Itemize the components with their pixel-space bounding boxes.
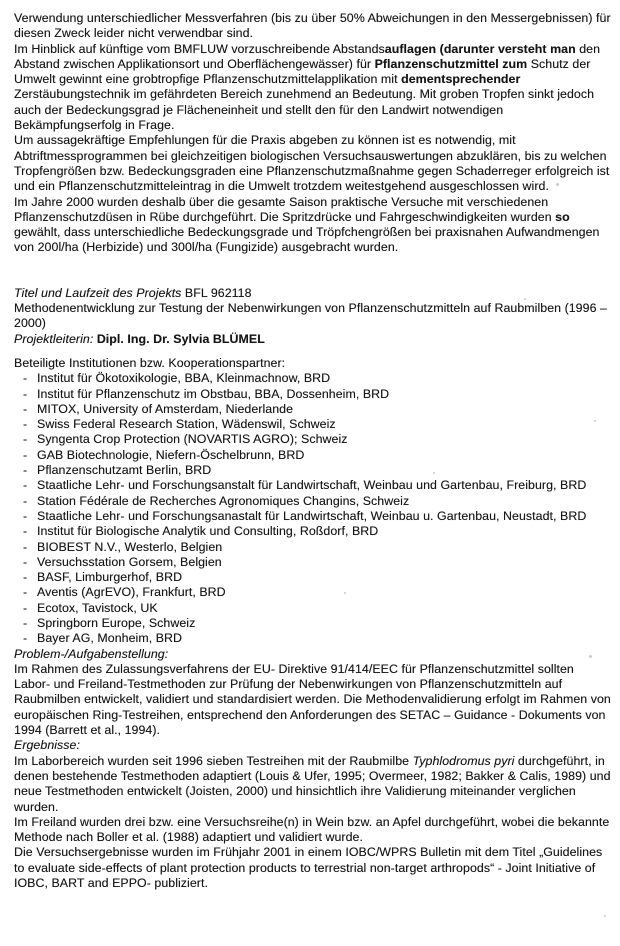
bullet-dash: - <box>23 478 28 493</box>
scan-speck <box>556 183 559 186</box>
bullet-text <box>37 387 612 402</box>
bullet-text <box>37 524 612 539</box>
bullet-dash: - <box>23 401 28 416</box>
bullet-text <box>37 494 612 509</box>
list-item <box>14 555 612 570</box>
project-leader <box>14 332 612 347</box>
text-segment: Springborn Europe, Schweiz <box>37 615 196 630</box>
list-item <box>14 601 612 616</box>
list-item <box>14 417 612 432</box>
bullet-dash: - <box>23 447 28 462</box>
bullet-text <box>37 417 612 432</box>
project-title-line <box>14 286 612 301</box>
bullet-dash: - <box>23 493 28 508</box>
paragraph <box>14 133 612 194</box>
bullet-text <box>37 448 612 463</box>
bullet-text <box>37 509 612 524</box>
project-name <box>14 301 612 332</box>
bullet-text <box>37 631 612 646</box>
bullet-text <box>37 540 612 555</box>
text-segment: Im Rahmen des Zulassungsverfahrens der EU- Direktive 91/414/EEC für Pflanzenschutzmittel sollten Labor- und Freiland-Testmethoden zur Prüfung der Nebenwirkungen von Pflanzenschutzmitteln auf Raubmilben entwickelt, validiert und standardisiert werden. Die Methodenvalidierung erfolgt im Rahmen von europäischen Ring-Testreihen, entsprechend den Anforderungen des SETAC – Guidance - Dokuments von 1994 (Barrett et al., 1994). <box>14 661 611 738</box>
bullet-dash: - <box>23 432 28 447</box>
list-item <box>14 432 612 447</box>
scan-speck <box>589 655 592 658</box>
bullet-dash: - <box>23 417 28 432</box>
bullet-text <box>37 555 612 570</box>
text-segment: Bayer AG, Monheim, BRD <box>37 631 183 646</box>
bullet-dash: - <box>23 600 28 615</box>
text-segment: Ergebnisse: <box>14 738 80 753</box>
bullet-text <box>37 585 612 600</box>
list-item <box>14 524 612 539</box>
vertical-spacer <box>14 347 612 356</box>
scan-speck <box>604 915 606 917</box>
text-segment: Dipl. Ing. Dr. Sylvia BLÜMEL <box>96 331 265 346</box>
paragraph <box>14 42 612 134</box>
bullet-dash: - <box>23 554 28 569</box>
text-segment: so <box>555 209 570 224</box>
text-segment: BIOBEST N.V., Westerlo, Belgien <box>37 539 223 554</box>
text-segment: Projektleiterin: <box>14 331 94 346</box>
vertical-spacer <box>14 256 612 286</box>
text-segment: Syngenta Crop Protection (NOVARTIS AGRO); Schweiz <box>37 432 348 447</box>
paragraph <box>14 754 612 815</box>
bullet-dash: - <box>23 631 28 646</box>
list-item <box>14 570 612 585</box>
text-segment: Schutz der Umwelt gewinnt eine grobtropfige Pflanzenschutzmittelapplikation mit <box>14 56 591 87</box>
list-item <box>14 371 612 386</box>
text-segment: Staatliche Lehr- und Forschungsanastalt für Landwirtschaft, Weinbau u. Gartenbau, Neustadt, BRD <box>37 508 587 523</box>
bullet-dash: - <box>23 371 28 386</box>
text-segment: Typhlodromus pyri <box>412 753 515 768</box>
text-segment: den Abstand zwischen Applikationsort und Oberflächengewässer) für <box>14 41 601 71</box>
text-segment: Ecotox, Tavistock, UK <box>37 600 158 615</box>
text-segment: Beteiligte Institutionen bzw. Kooperationspartner: <box>14 355 286 370</box>
text-segment: Problem-/Aufgabenstellung: <box>14 646 169 661</box>
text-segment: MITOX, University of Amsterdam, Niederlande <box>37 401 294 416</box>
text-segment: Versuchsstation Gorsem, Belgien <box>37 554 222 569</box>
text-segment: Station Fédérale de Recherches Agronomiques Changins, Schweiz <box>37 493 410 508</box>
list-item <box>14 448 612 463</box>
bullet-text <box>37 371 612 386</box>
bullet-dash: - <box>23 508 28 523</box>
bullet-text <box>37 432 612 447</box>
scan-speck <box>594 420 596 422</box>
text-segment: Um aussagekräftige Empfehlungen für die Praxis abgeben zu können ist es notwendig, mit Abtriftmessprogrammen bei gleichzeitigen biologischen Versuchsauswertungen abzuklären, bis zu welchen Tropfengrößen bzw. Bedeckungsgraden eine Pflanzenschutzmaßnahme gegen Schaderreger erfolgreich ist und ein Pflanzenschutzmitteleintrag in die Umwelt trotzdem weitestgehend ausgeschlossen wird. <box>14 133 610 194</box>
text-segment: Verwendung unterschiedlicher Messverfahren (bis zu über 50% Abweichungen in den Messergebnissen) für diesen Zweck leider nicht verwendbar sind. <box>14 11 611 41</box>
text-segment: Institut für Pflanzenschutz im Obstbau, BBA, Dossenheim, BRD <box>37 386 390 401</box>
paragraph <box>14 11 612 42</box>
paragraph <box>14 845 612 891</box>
bullet-dash: - <box>23 615 28 630</box>
text-segment: BFL 962118 <box>181 285 252 300</box>
bullet-dash: - <box>23 570 28 585</box>
bullet-dash: - <box>23 463 28 478</box>
paragraph <box>14 195 612 256</box>
text-segment: Die Versuchsergebnisse wurden im Frühjahr 2001 in einem IOBC/WPRS Bulletin mit dem Titel „Guidelines to evaluate side-effects of plant protection products to terrestrial non-target arthropods“ - Joint Initiative of IOBC, BART and EPPO- publiziert. <box>14 845 603 891</box>
scan-speck <box>524 298 526 300</box>
text-segment: Zerstäubungstechnik im gefährdeten Bereich zunehmend an Bedeutung. Mit groben Tropfen sinkt jedoch auch der Bedeckungsgrad je Flächeneinheit und stellt den für den Landwirt notwendigen Bekämpfungserfolg in Frage. <box>14 87 595 133</box>
bullet-dash: - <box>23 539 28 554</box>
scan-speck <box>433 472 435 474</box>
list-item <box>14 540 612 555</box>
text-segment: Im Hinblick auf künftige vom BMFLUW vorzuschreibende Abstands <box>14 41 385 56</box>
bullet-text <box>37 616 612 631</box>
scan-speck <box>344 592 346 594</box>
list-item <box>14 402 612 417</box>
text-segment: Im Freiland wurden drei bzw. eine Versuchsreihe(n) in Wein bzw. an Apfel durchgeführt, wobei die bekannte Methode nach Boller et al. (1988) adaptiert und validiert wurde. <box>14 814 610 845</box>
text-segment: Swiss Federal Research Station, Wädenswil, Schweiz <box>37 417 336 432</box>
text-segment: dementsprechender <box>401 72 521 87</box>
text-segment: Institut für Ökotoxikologie, BBA, Kleinmachnow, BRD <box>37 371 331 386</box>
list-item <box>14 585 612 600</box>
list-item <box>14 631 612 646</box>
partners-heading <box>14 356 612 371</box>
list-item <box>14 387 612 402</box>
text-segment: gewählt, dass unterschiedliche Bedeckungsgrade und Tröpfchengrößen bei praxisnahen Aufwandmengen von 200l/ha (Herbizide) und 300l/ha (Fungizide) ausgebracht wurden. <box>14 225 600 255</box>
list-item <box>14 494 612 509</box>
text-segment: Staatliche Lehr- und Forschungsanstalt für Landwirtschaft, Weinbau und Gartenbau, Freiburg, BRD <box>37 478 587 493</box>
text-segment: Pflanzenschutzamt Berlin, BRD <box>37 463 212 478</box>
results-heading <box>14 738 612 753</box>
list-item <box>14 478 612 493</box>
text-segment: GAB Biotechnologie, Niefern-Öschelbrunn, BRD <box>37 447 305 462</box>
text-segment: durchgeführt, in denen bestehende Testmethoden adaptiert (Louis & Ufer, 1995; Overmeer, 1982; Bakker & Calis, 1989) und neue Testmethoden entwickelt (Joisten, 2000) und hinsichtlich ihre Validierung miteinander verglichen wurden. <box>14 753 611 814</box>
text-segment: Methodenentwicklung zur Testung der Nebenwirkungen von Pflanzenschutzmitteln auf Raubmilben (1996 – 2000) <box>14 301 607 331</box>
list-item <box>14 509 612 524</box>
text-segment: BASF, Limburgerhof, BRD <box>37 570 183 585</box>
text-segment: Aventis (AgrEVO), Frankfurt, BRD <box>37 585 226 600</box>
text-segment: Pflanzenschutzmittel zum <box>374 56 528 71</box>
text-segment: Im Jahre 2000 wurden deshalb über die gesamte Saison praktische Versuche mit verschiedenen Pflanzenschutzdüsen in Rübe durchgeführt. Die Spritzdrücke und Fahrgeschwindigkeiten wurden <box>14 194 556 224</box>
text-segment: auflagen (darunter versteht man <box>384 41 576 56</box>
document-body <box>14 11 612 891</box>
text-segment: Institut für Biologische Analytik und Consulting, Roßdorf, BRD <box>37 524 379 539</box>
paragraph <box>14 815 612 846</box>
bullet-text <box>37 463 612 478</box>
problem-heading <box>14 647 612 662</box>
list-item <box>14 463 612 478</box>
bullet-text <box>37 402 612 417</box>
bullet-dash: - <box>23 585 28 600</box>
bullet-dash: - <box>23 386 28 401</box>
text-segment: Titel und Laufzeit des Projekts <box>14 285 182 300</box>
bullet-text <box>37 601 612 616</box>
bullet-text <box>37 478 612 493</box>
bullet-text <box>37 570 612 585</box>
bullet-dash: - <box>23 524 28 539</box>
list-item <box>14 616 612 631</box>
text-segment: Im Laborbereich wurden seit 1996 sieben Testreihen mit der Raubmilbe <box>14 753 413 768</box>
paragraph <box>14 662 612 738</box>
